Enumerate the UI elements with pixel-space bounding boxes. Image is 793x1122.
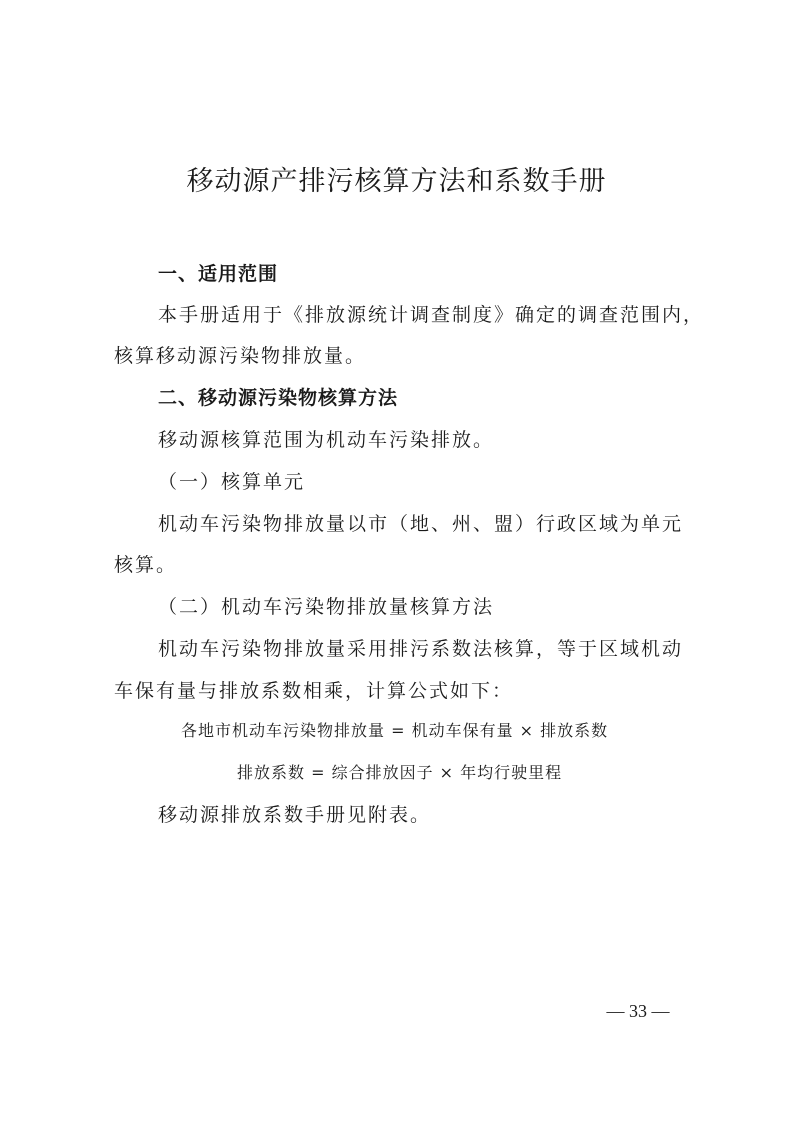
document-title: 移动源产排污核算方法和系数手册 (186, 166, 607, 197)
page-number: — 33 — (606, 1001, 670, 1021)
formula-emission-factor: 排放系数 = 综合排放因子 × 年均行驶里程 (237, 763, 563, 782)
subsection-1-paragraph-line-1: 机动车污染物排放量以市（地、州、盟）行政区域为单元 (158, 513, 684, 535)
section-1-heading: 一、适用范围 (158, 263, 279, 285)
formula-emission-total: 各地市机动车污染物排放量 = 机动车保有量 × 排放系数 (181, 721, 609, 740)
subsection-1-paragraph-line-2: 核算。 (114, 554, 178, 576)
section-1-paragraph-line-2: 核算移动源污染物排放量。 (114, 345, 367, 367)
section-2-heading: 二、移动源污染物核算方法 (158, 387, 399, 409)
section-1-paragraph-line-1: 本手册适用于《排放源统计调查制度》确定的调查范围内， (158, 304, 705, 326)
closing-paragraph: 移动源排放系数手册见附表。 (158, 804, 432, 826)
subsection-2-paragraph-line-1: 机动车污染物排放量采用排污系数法核算，等于区域机动 (158, 638, 684, 660)
subsection-2-paragraph-line-2: 车保有量与排放系数相乘，计算公式如下： (114, 680, 514, 702)
subsection-2-heading: （二）机动车污染物排放量核算方法 (158, 596, 495, 618)
subsection-1-heading: （一）核算单元 (158, 471, 306, 493)
section-2-intro: 移动源核算范围为机动车污染排放。 (158, 429, 495, 451)
